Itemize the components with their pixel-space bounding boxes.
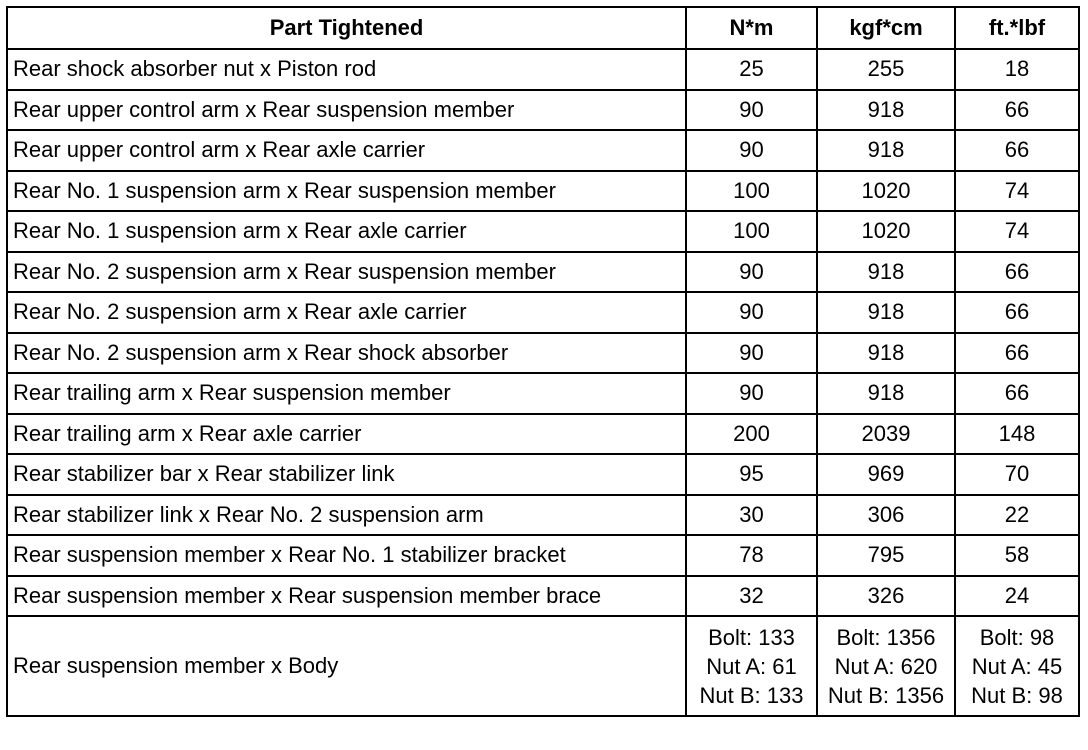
ftlbf-cell: 66 xyxy=(955,373,1079,414)
ftlbf-nut-b-value: Nut B: 98 xyxy=(971,682,1063,708)
part-cell: Rear No. 1 suspension arm x Rear axle carrier xyxy=(7,211,686,252)
ftlbf-cell: 66 xyxy=(955,90,1079,131)
nm-nut-a-value: Nut A: 61 xyxy=(706,653,797,679)
kgfcm-cell: 2039 xyxy=(817,414,955,455)
nm-cell: 25 xyxy=(686,49,817,90)
kgfcm-cell: 918 xyxy=(817,292,955,333)
part-cell: Rear No. 2 suspension arm x Rear suspension member xyxy=(7,252,686,293)
kgfcm-cell: 918 xyxy=(817,333,955,374)
kgfcm-cell: 918 xyxy=(817,130,955,171)
ftlbf-cell: 66 xyxy=(955,252,1079,293)
header-nm: N*m xyxy=(686,7,817,49)
ftlbf-cell: 74 xyxy=(955,171,1079,212)
nm-cell: 100 xyxy=(686,211,817,252)
part-cell: Rear shock absorber nut x Piston rod xyxy=(7,49,686,90)
ftlbf-cell: 70 xyxy=(955,454,1079,495)
part-cell: Rear No. 1 suspension arm x Rear suspension member xyxy=(7,171,686,212)
table-row xyxy=(7,211,1079,252)
nm-cell: 95 xyxy=(686,454,817,495)
kgfcm-cell: 969 xyxy=(817,454,955,495)
nm-cell: 90 xyxy=(686,252,817,293)
ftlbf-cell: 66 xyxy=(955,333,1079,374)
table-row xyxy=(7,171,1079,212)
ftlbf-cell: 66 xyxy=(955,130,1079,171)
nm-cell: 90 xyxy=(686,373,817,414)
kgfcm-cell: 918 xyxy=(817,90,955,131)
kgfcm-nut-b-value: Nut B: 1356 xyxy=(827,682,945,708)
header-ftlbf: ft.*lbf xyxy=(955,7,1079,49)
nm-cell: 90 xyxy=(686,90,817,131)
nm-cell: 30 xyxy=(686,495,817,536)
nm-cell: 78 xyxy=(686,535,817,576)
kgfcm-bolt-value: Bolt: 1356 xyxy=(836,624,936,650)
ftlbf-cell: 58 xyxy=(955,535,1079,576)
table-row xyxy=(7,130,1079,171)
table-row xyxy=(7,454,1079,495)
kgfcm-cell: 918 xyxy=(817,252,955,293)
part-cell: Rear suspension member x Rear No. 1 stabilizer bracket xyxy=(7,535,686,576)
nm-cell: 32 xyxy=(686,576,817,617)
kgfcm-cell: 1020 xyxy=(817,171,955,212)
table-row xyxy=(7,90,1079,131)
part-cell: Rear suspension member x Rear suspension member brace xyxy=(7,576,686,617)
part-cell: Rear trailing arm x Rear axle carrier xyxy=(7,414,686,455)
ftlbf-cell: 18 xyxy=(955,49,1079,90)
part-cell: Rear suspension member x Body xyxy=(7,616,686,716)
ftlbf-cell: 22 xyxy=(955,495,1079,536)
table-row xyxy=(7,495,1079,536)
nm-cell: 90 xyxy=(686,130,817,171)
kgfcm-cell: 1020 xyxy=(817,211,955,252)
header-part-tightened: Part Tightened xyxy=(7,7,686,49)
kgfcm-cell-multi xyxy=(817,616,955,716)
torque-table-container xyxy=(6,6,1080,717)
ftlbf-cell: 148 xyxy=(955,414,1079,455)
part-cell: Rear upper control arm x Rear suspension member xyxy=(7,90,686,131)
part-cell: Rear No. 2 suspension arm x Rear shock absorber xyxy=(7,333,686,374)
part-cell: Rear stabilizer bar x Rear stabilizer link xyxy=(7,454,686,495)
nm-cell-multi xyxy=(686,616,817,716)
nm-nut-b-value: Nut B: 133 xyxy=(699,682,804,708)
table-row xyxy=(7,49,1079,90)
table-row xyxy=(7,333,1079,374)
nm-cell: 100 xyxy=(686,171,817,212)
torque-spec-table xyxy=(6,6,1080,717)
table-row xyxy=(7,535,1079,576)
nm-bolt-value: Bolt: 133 xyxy=(708,624,795,650)
ftlbf-nut-a-value: Nut A: 45 xyxy=(971,653,1063,679)
part-cell: Rear trailing arm x Rear suspension member xyxy=(7,373,686,414)
table-row xyxy=(7,576,1079,617)
kgfcm-cell: 306 xyxy=(817,495,955,536)
table-row xyxy=(7,414,1079,455)
header-kgfcm: kgf*cm xyxy=(817,7,955,49)
part-cell: Rear upper control arm x Rear axle carrier xyxy=(7,130,686,171)
kgfcm-cell: 255 xyxy=(817,49,955,90)
ftlbf-cell: 74 xyxy=(955,211,1079,252)
kgfcm-cell: 326 xyxy=(817,576,955,617)
table-row-body-mount xyxy=(7,616,1079,716)
nm-cell: 90 xyxy=(686,292,817,333)
nm-cell: 90 xyxy=(686,333,817,374)
part-cell: Rear stabilizer link x Rear No. 2 suspension arm xyxy=(7,495,686,536)
part-cell: Rear No. 2 suspension arm x Rear axle carrier xyxy=(7,292,686,333)
ftlbf-bolt-value: Bolt: 98 xyxy=(979,624,1055,650)
ftlbf-cell: 66 xyxy=(955,292,1079,333)
nm-cell: 200 xyxy=(686,414,817,455)
kgfcm-cell: 795 xyxy=(817,535,955,576)
table-row xyxy=(7,252,1079,293)
table-row xyxy=(7,292,1079,333)
kgfcm-cell: 918 xyxy=(817,373,955,414)
kgfcm-nut-a-value: Nut A: 620 xyxy=(834,653,938,679)
ftlbf-cell-multi xyxy=(955,616,1079,716)
table-row xyxy=(7,373,1079,414)
ftlbf-cell: 24 xyxy=(955,576,1079,617)
table-header-row xyxy=(7,7,1079,49)
